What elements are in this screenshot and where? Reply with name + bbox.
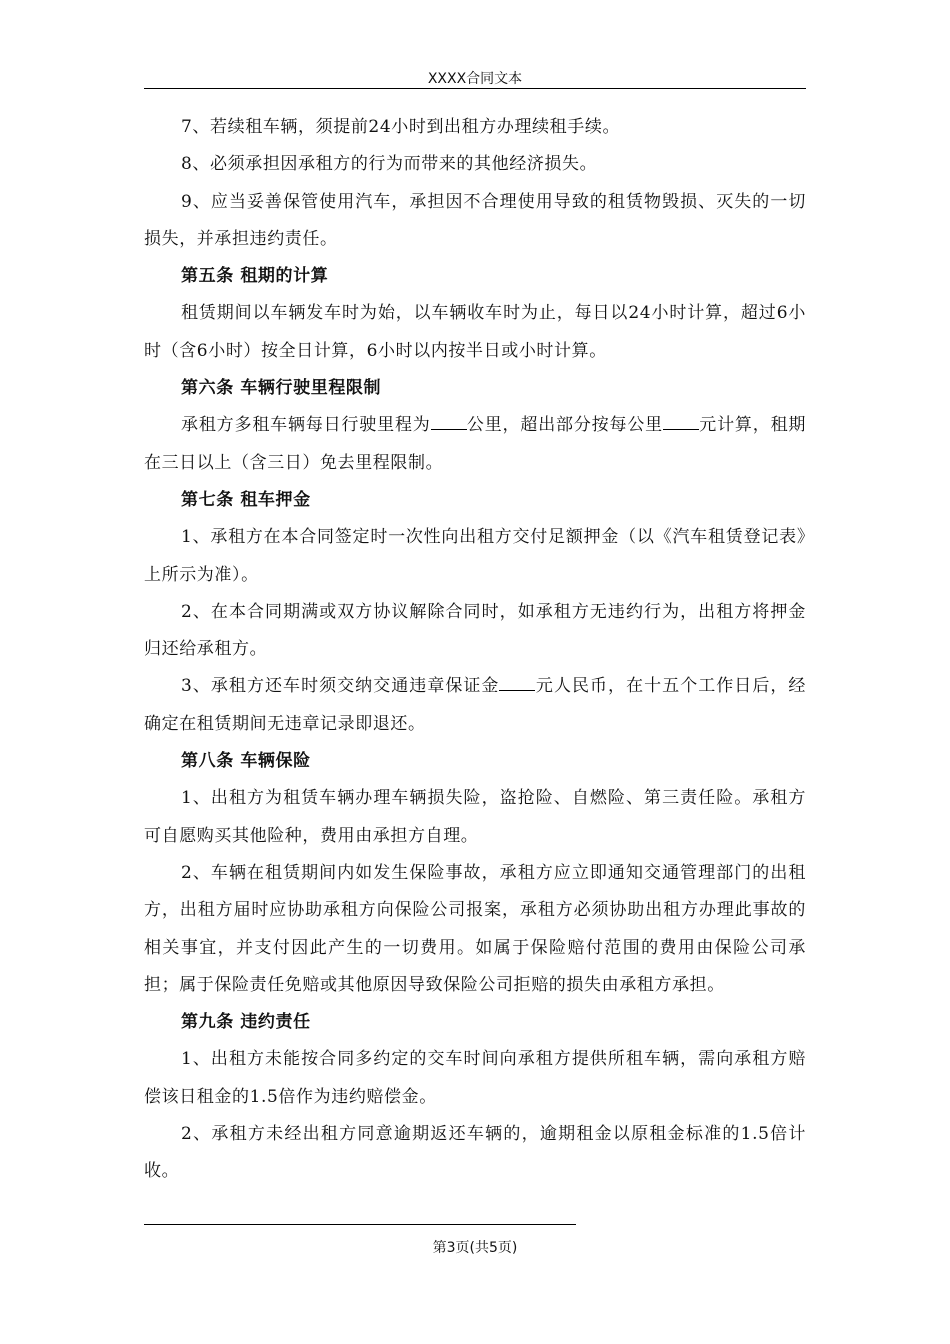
paragraph-text-segment: 元人民币，在十五个工作日后，经确定在租赁期间无违章记录即退还。 <box>144 676 807 734</box>
contract-body <box>144 109 806 1191</box>
paragraph: 1、承租方在本合同签定时一次性向出租方交付足额押金（以《汽车租赁登记表》上所示为准）。 <box>144 527 806 585</box>
paragraph: 2、承租方未经出租方同意逾期返还车辆的，逾期租金以原租金标准的1.5倍计收。 <box>144 1124 806 1182</box>
section-heading: 第九条 违约责任 <box>181 1012 311 1033</box>
paragraph: 7、若续租车辆，须提前24小时到出租方办理续租手续。 <box>181 117 621 137</box>
fill-in-blank <box>431 414 467 430</box>
paragraph: 1、出租方为租赁车辆办理车辆损失险，盗抢险、自燃险、第三责任险。承租方可自愿购买其他险种，费用由承担方自理。 <box>144 788 806 846</box>
section-heading: 第七条 租车押金 <box>181 489 311 510</box>
paragraph-text-segment: 3、承租方还车时须交纳交通违章保证金 <box>181 676 500 697</box>
fill-in-blank <box>499 675 535 691</box>
section-heading: 第六条 车辆行驶里程限制 <box>181 378 382 399</box>
paragraph: 9、应当妥善保管使用汽车，承担因不合理使用导致的租赁物毁损、灭失的一切损失，并承担违约责任。 <box>144 191 806 249</box>
footer-divider <box>144 1224 576 1225</box>
header-title: XXXX合同文本 <box>427 71 523 87</box>
paragraph-with-blanks <box>144 407 806 482</box>
paragraph-text-segment: 元计算，租期在三日以上（含三日）免去里程限制。 <box>144 415 806 473</box>
paragraph-with-blanks <box>144 668 806 743</box>
paragraph: 1、出租方未能按合同多约定的交车时间向承租方提供所租车辆，需向承租方赔偿该日租金的1.5倍作为违约赔偿金。 <box>144 1049 806 1107</box>
paragraph-text-segment: 公里，超出部分按每公里 <box>466 415 664 436</box>
paragraph: 2、在本合同期满或双方协议解除合同时，如承租方无违约行为，出租方将押金归还给承租方。 <box>144 601 806 660</box>
paragraph: 8、必须承担因承租方的行为而带来的其他经济损失。 <box>181 154 598 175</box>
header-divider <box>144 88 806 89</box>
fill-in-blank <box>663 414 699 430</box>
section-heading: 第八条 车辆保险 <box>181 751 311 772</box>
page-number: 第3页(共5页) <box>432 1240 518 1256</box>
paragraph: 租赁期间以车辆发车时为始，以车辆收车时为止，每日以24小时计算，超过6小时（含6小时）按全日计算，6小时以内按半日或小时计算。 <box>144 303 806 361</box>
paragraph: 2、车辆在租赁期间内如发生保险事故，承租方应立即通知交通管理部门的出租方，出租方届时应协助承租方向保险公司报案，承租方必须协助出租方办理此事故的相关事宜，并支付因此产生的一切费用。如属于保险赔付范围的费用由保险公司承担；属于保险责任免赔或其他原因导致保险公司拒赔的损失由承租方承担。 <box>144 862 806 995</box>
paragraph-text-segment: 承租方多租车辆每日行驶里程为 <box>181 415 431 436</box>
section-heading: 第五条 租期的计算 <box>181 266 329 287</box>
